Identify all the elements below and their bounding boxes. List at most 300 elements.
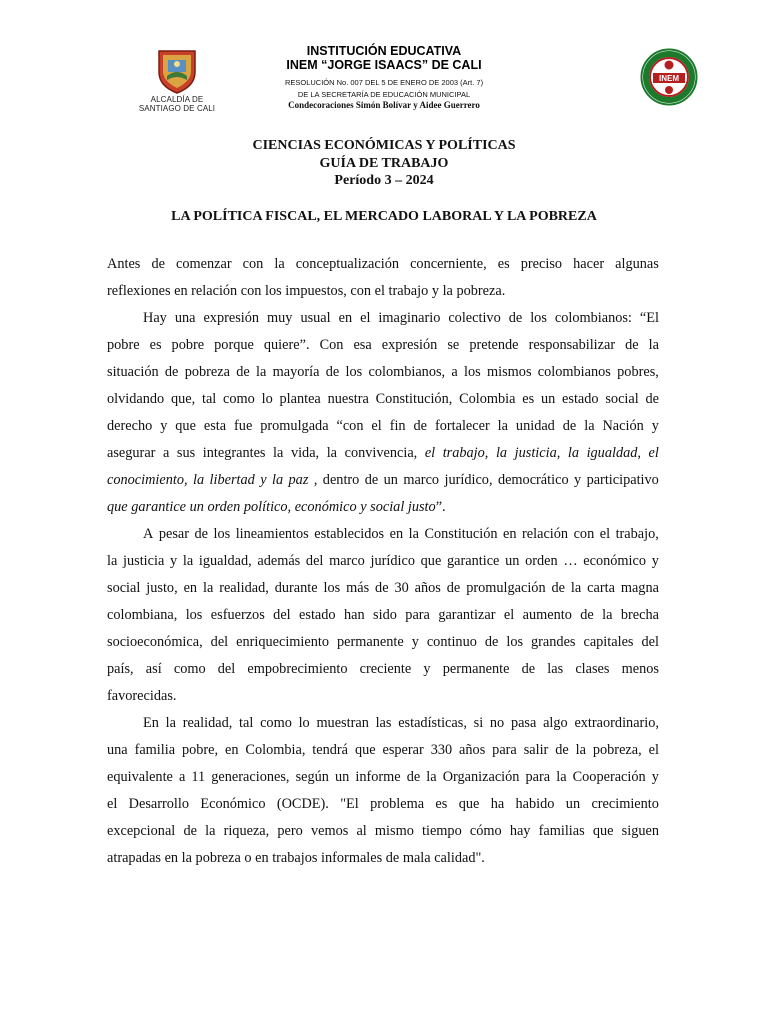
word: carta: [587, 580, 615, 596]
word: justicia,: [514, 445, 561, 461]
word: olvidando: [107, 391, 165, 407]
inem-emblem-icon: [640, 48, 698, 106]
word: la: [256, 364, 267, 380]
word: grandes: [531, 634, 576, 650]
word: pasa: [510, 715, 537, 731]
word: situación: [107, 364, 159, 380]
word: cómo: [469, 823, 502, 839]
word: lineamientos: [235, 526, 309, 542]
word: jurídico: [370, 553, 415, 569]
word: los: [265, 283, 286, 299]
word: los: [213, 526, 231, 542]
alcaldia-line-1: ALCALDÍA DE: [150, 95, 204, 104]
word: como: [260, 715, 292, 731]
word: pobre: [171, 337, 205, 353]
word: esa: [353, 337, 372, 353]
word: relación: [191, 283, 241, 299]
word: la: [570, 580, 582, 596]
word: vida,: [290, 445, 320, 461]
word: A: [143, 526, 154, 542]
word: tiempo: [422, 823, 462, 839]
word: justo: [407, 499, 436, 515]
word: pobreza: [195, 850, 245, 866]
word: generaciones,: [211, 769, 290, 785]
word: pero: [277, 823, 303, 839]
body-text: [107, 251, 659, 872]
word: tal: [201, 391, 217, 407]
word: es: [149, 337, 162, 353]
resolution-line-1: RESOLUCIÓN No. 007 DEL 5 DE ENERO DE 2003 (Art. 7): [284, 78, 484, 87]
word: la: [181, 850, 196, 866]
word: el: [107, 796, 118, 812]
body-line: [107, 629, 659, 656]
word: preciso: [520, 256, 563, 272]
word: de: [151, 256, 165, 272]
word: de: [625, 337, 639, 353]
word: los: [185, 607, 203, 623]
word: de: [385, 850, 403, 866]
word: el: [360, 310, 371, 326]
word: el: [424, 445, 436, 461]
word: y: [431, 283, 443, 299]
word: …: [563, 553, 578, 569]
body-line: [107, 791, 659, 818]
word: y: [260, 472, 267, 488]
word: país,: [107, 661, 134, 677]
word: Colombia,: [245, 742, 306, 758]
word: "El: [340, 796, 359, 812]
word: clases: [575, 661, 610, 677]
word: del: [210, 634, 229, 650]
word: la: [205, 823, 216, 839]
word: económico: [583, 553, 647, 569]
word: justicia: [123, 553, 165, 569]
word: pobreza: [184, 364, 230, 380]
word: realidad,: [182, 715, 233, 731]
word: como: [173, 661, 206, 677]
word: promulgada: [260, 418, 329, 434]
word: garantizar: [438, 607, 496, 623]
word: la: [497, 418, 508, 434]
word: orden: [207, 499, 244, 515]
word: las: [375, 715, 392, 731]
word: el: [374, 283, 389, 299]
word: han: [343, 607, 365, 623]
word: sido: [373, 607, 397, 623]
word: Desarrollo: [128, 796, 190, 812]
word: y: [423, 661, 431, 677]
inem-logo: [640, 48, 698, 106]
word: la: [193, 472, 205, 488]
word: 11: [191, 769, 206, 785]
word: de: [446, 580, 461, 596]
period-title: Período 3 – 2024: [334, 173, 434, 188]
word: aumento: [522, 607, 572, 623]
word: derecho: [107, 418, 153, 434]
word: de: [406, 769, 421, 785]
word: Colombia: [459, 391, 516, 407]
word: para: [525, 769, 551, 785]
word: a: [178, 769, 186, 785]
word: hacer: [573, 256, 605, 272]
word: porque: [214, 337, 254, 353]
word: del: [305, 553, 324, 569]
word: esperar: [382, 742, 424, 758]
word: y: [360, 499, 371, 515]
word: de: [551, 580, 566, 596]
word: no: [489, 715, 505, 731]
word: y: [411, 634, 419, 650]
word: Hay: [143, 310, 167, 326]
word: la: [107, 553, 118, 569]
word: igualdad,: [198, 553, 252, 569]
word: la: [584, 418, 595, 434]
guide-title: GUÍA DE TRABAJO: [319, 155, 449, 171]
word: tendrá: [312, 742, 349, 758]
alcaldia-line-2: SANTIAGO DE CALI: [138, 104, 216, 113]
word: de: [183, 823, 197, 839]
word: imaginario: [378, 310, 441, 326]
word: salir: [523, 742, 549, 758]
word: Antes: [107, 256, 141, 272]
word: que: [107, 499, 132, 515]
body-line: [107, 521, 659, 548]
word: 30: [394, 580, 409, 596]
word: estado: [299, 607, 336, 623]
word: al: [356, 823, 367, 839]
word: de: [562, 418, 577, 434]
word: y: [160, 418, 168, 434]
word: la: [408, 526, 419, 542]
word: la: [575, 742, 586, 758]
word: y: [651, 553, 659, 569]
word: mayoría: [272, 364, 320, 380]
document-title: LA POLÍTICA FISCAL, EL MERCADO LABORAL Y LA POBREZA: [171, 209, 597, 224]
word: Constitución,: [375, 391, 453, 407]
word: de: [413, 418, 428, 434]
word: conceptualización: [295, 256, 399, 272]
body-line: [107, 656, 659, 683]
word: (OCDE).: [276, 796, 329, 812]
word: calidad".: [434, 850, 485, 866]
word: algunas: [615, 256, 659, 272]
word: que: [420, 553, 442, 569]
word: si: [473, 715, 484, 731]
word: los: [345, 364, 363, 380]
word: del: [641, 634, 659, 650]
word: en: [183, 580, 198, 596]
word: de: [364, 472, 379, 488]
word: y: [170, 553, 178, 569]
word: la: [426, 769, 437, 785]
word: ,: [313, 472, 318, 488]
word: integrantes: [202, 445, 266, 461]
word: lo: [261, 391, 273, 407]
word: las: [547, 661, 564, 677]
word: la: [273, 445, 284, 461]
word: en: [164, 850, 182, 866]
word: vemos: [310, 823, 349, 839]
word: la: [202, 580, 214, 596]
word: “con: [336, 418, 364, 434]
word: de: [325, 364, 340, 380]
word: democrático: [497, 472, 569, 488]
body-line: [107, 359, 659, 386]
word: pobre,: [181, 742, 219, 758]
word: convivencia,: [344, 445, 418, 461]
word: informe: [355, 769, 401, 785]
word: reflexiones: [107, 283, 175, 299]
word: en: [338, 310, 353, 326]
word: promulgación: [466, 580, 546, 596]
word: permanente: [337, 634, 404, 650]
body-line: [107, 467, 659, 494]
word: muestran: [316, 715, 369, 731]
word: un: [383, 472, 398, 488]
word: los: [530, 310, 547, 326]
inem-emblem-text: INEM: [659, 74, 679, 83]
word: con: [350, 283, 375, 299]
word: un: [335, 769, 350, 785]
word: de: [236, 364, 250, 380]
body-line: [107, 494, 659, 521]
word: brecha: [620, 607, 659, 623]
word: “El: [639, 310, 659, 326]
body-line: [107, 440, 659, 467]
word: pobreza.: [456, 283, 506, 299]
word: expresión: [381, 337, 438, 353]
word: estado: [562, 391, 599, 407]
word: continuo: [426, 634, 477, 650]
word: lo: [298, 715, 310, 731]
word: los: [506, 634, 524, 650]
word: de: [164, 364, 179, 380]
word: social: [107, 580, 141, 596]
body-line: [107, 413, 659, 440]
word: excepcional: [107, 823, 176, 839]
word: y: [651, 769, 659, 785]
word: familia: [134, 742, 176, 758]
word: pesar: [158, 526, 189, 542]
word: equivalente: [107, 769, 173, 785]
word: Cooperación: [572, 769, 646, 785]
word: de: [484, 634, 499, 650]
word: concerniente,: [410, 256, 487, 272]
word: ha: [490, 796, 505, 812]
body-line: [107, 602, 659, 629]
word: trabajo: [388, 283, 432, 299]
word: pobres,: [617, 364, 659, 380]
body-line: [107, 845, 659, 872]
word: o: [244, 850, 256, 866]
word: igualdad,: [586, 445, 641, 461]
word: empobrecimiento: [247, 661, 348, 677]
word: el: [648, 742, 659, 758]
word: la: [182, 553, 194, 569]
word: la: [272, 472, 284, 488]
word: muy: [267, 310, 293, 326]
word: magna: [620, 580, 659, 596]
body-line: [107, 764, 659, 791]
word: Económico: [200, 796, 266, 812]
word: la: [602, 607, 613, 623]
institution-name: INEM “JORGE ISAACS” DE CALI: [286, 58, 482, 72]
word: la: [495, 445, 508, 461]
word: de: [194, 526, 208, 542]
word: nuestra: [327, 391, 369, 407]
word: mismo: [374, 823, 414, 839]
body-line: [107, 683, 659, 710]
word: estadísticas,: [398, 715, 467, 731]
word: la: [648, 337, 659, 353]
word: sus: [176, 445, 196, 461]
word: pobreza,: [592, 742, 642, 758]
word: ”.: [435, 499, 446, 515]
word: crecimiento: [591, 796, 659, 812]
word: durante: [274, 580, 318, 596]
word: esta: [203, 418, 227, 434]
body-line: [107, 386, 659, 413]
word: paz: [288, 472, 309, 488]
word: familias: [538, 823, 585, 839]
resolution-line-2: DE LA SECRETARÍA DE EDUCACIÓN MUNICIPAL: [297, 90, 471, 99]
word: es: [497, 256, 510, 272]
word: colectivo: [448, 310, 501, 326]
word: mismos: [487, 364, 532, 380]
institution-header: [234, 44, 534, 111]
word: de: [645, 391, 659, 407]
word: económico: [294, 499, 361, 515]
word: en: [174, 283, 192, 299]
word: extraordinario,: [574, 715, 659, 731]
word: que: [175, 418, 196, 434]
word: un: [189, 499, 208, 515]
word: habido: [515, 796, 555, 812]
subject-title: CIENCIAS ECONÓMICAS Y POLÍTICAS: [252, 138, 516, 153]
word: la: [567, 445, 579, 461]
word: marco: [329, 553, 365, 569]
word: con: [573, 526, 595, 542]
body-line: [107, 251, 659, 278]
word: político,: [243, 499, 295, 515]
word: 330: [430, 742, 453, 758]
word: un: [505, 553, 520, 569]
word: marco: [403, 472, 440, 488]
word: la: [326, 445, 338, 461]
word: según: [295, 769, 329, 785]
word: jurídico,: [444, 472, 493, 488]
word: comenzar: [176, 256, 232, 272]
word: es: [522, 391, 535, 407]
word: Constitución: [424, 526, 498, 542]
word: libertad: [209, 472, 255, 488]
institution-type: INSTITUCIÓN EDUCATIVA: [306, 44, 462, 58]
word: social: [605, 391, 639, 407]
body-line: [107, 332, 659, 359]
word: en: [255, 850, 273, 866]
word: expresión: [203, 310, 260, 326]
body-line: [107, 818, 659, 845]
word: en: [389, 526, 404, 542]
word: que: [458, 796, 480, 812]
word: fin: [389, 418, 406, 434]
word: Nación: [602, 418, 644, 434]
word: Organización: [442, 769, 520, 785]
word: trabajo,: [615, 526, 659, 542]
word: atrapadas: [107, 850, 165, 866]
word: mala: [402, 850, 435, 866]
word: del: [273, 607, 291, 623]
word: socioeconómica,: [107, 634, 203, 650]
word: es: [435, 796, 448, 812]
word: impuestos,: [285, 283, 351, 299]
word: tal: [239, 715, 254, 731]
word: colombiana,: [107, 607, 178, 623]
word: a: [162, 445, 170, 461]
word: con: [240, 283, 266, 299]
word: menos: [621, 661, 659, 677]
word: usual: [300, 310, 331, 326]
word: justo,: [146, 580, 178, 596]
word: capitales: [583, 634, 634, 650]
word: de: [555, 742, 569, 758]
body-line: [107, 737, 659, 764]
word: plantea: [279, 391, 321, 407]
word: la: [442, 283, 457, 299]
word: creciente: [359, 661, 412, 677]
word: relación: [522, 526, 569, 542]
word: así: [145, 661, 162, 677]
word: de: [580, 607, 594, 623]
word: enriquecimiento: [236, 634, 330, 650]
word: del: [217, 661, 236, 677]
word: fortalecer: [434, 418, 490, 434]
word: la: [165, 715, 176, 731]
word: En: [143, 715, 159, 731]
body-line: [107, 575, 659, 602]
word: la: [274, 256, 285, 272]
word: una: [107, 742, 128, 758]
word: en: [503, 526, 517, 542]
word: y: [574, 472, 582, 488]
word: dentro: [322, 472, 360, 488]
word: años: [414, 580, 441, 596]
word: de: [508, 310, 523, 326]
word: que: [354, 742, 376, 758]
word: fue: [234, 418, 253, 434]
word: garantice: [447, 553, 500, 569]
word: con: [242, 256, 264, 272]
body-line: [107, 710, 659, 737]
word: a: [451, 364, 458, 380]
word: conocimiento,: [107, 472, 188, 488]
word: permanente: [442, 661, 510, 677]
word: pretende: [469, 337, 519, 353]
word: el: [503, 607, 515, 623]
word: más: [346, 580, 370, 596]
course-titles: [0, 137, 768, 190]
word: años: [459, 742, 486, 758]
word: participativo: [586, 472, 659, 488]
word: quiere”.: [263, 337, 310, 353]
word: informales: [321, 850, 386, 866]
word: responsabilizar: [528, 337, 616, 353]
word: orden: [525, 553, 558, 569]
word: pobre: [107, 337, 140, 353]
word: asegurar: [107, 445, 156, 461]
body-line: [107, 305, 659, 332]
word: garantice: [131, 499, 190, 515]
